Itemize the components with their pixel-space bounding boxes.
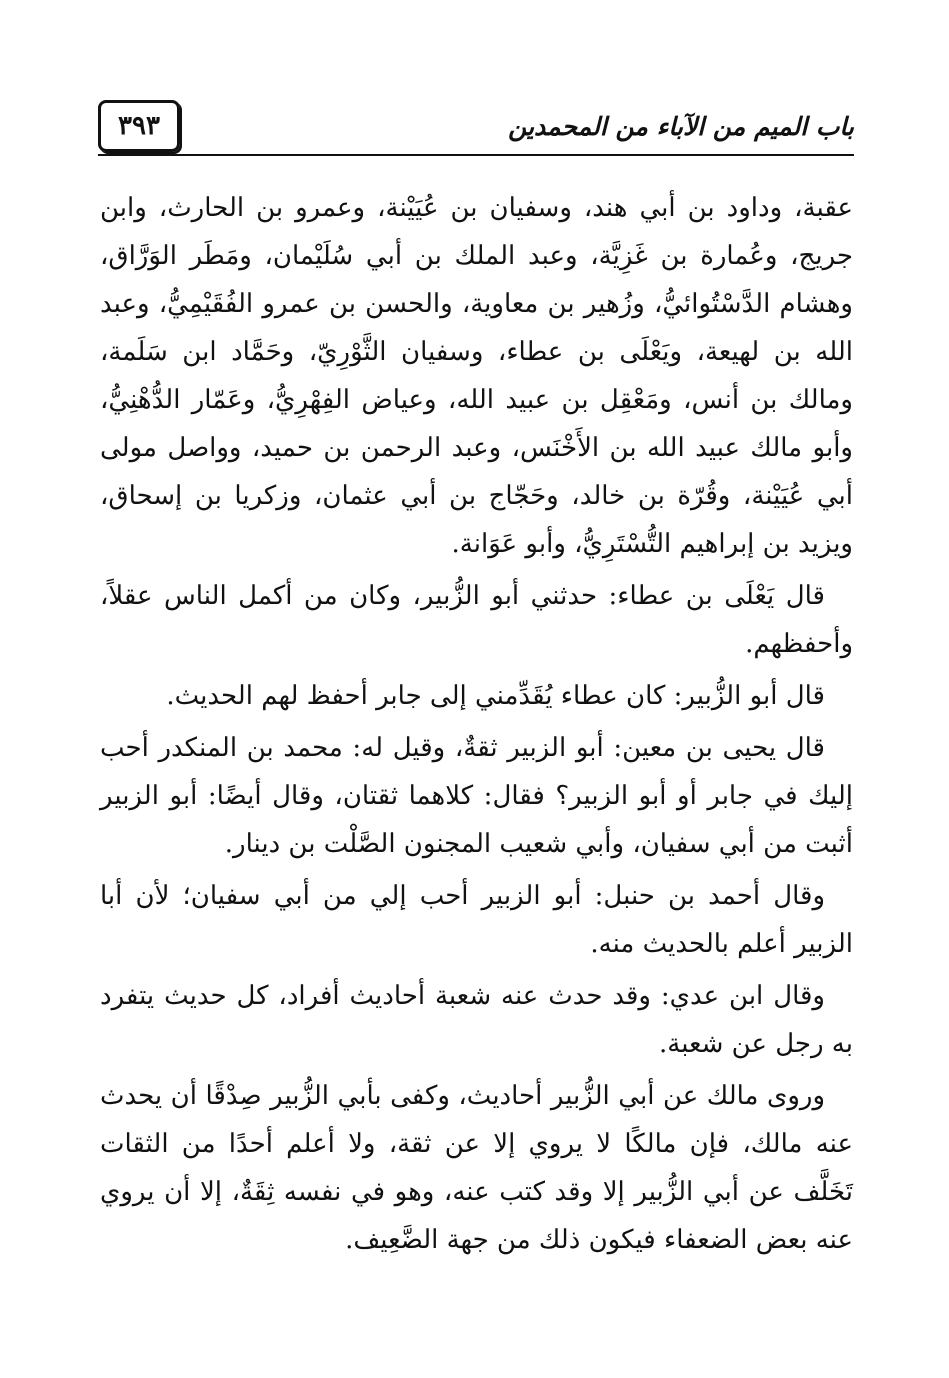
page-number: ٣٩٣ bbox=[118, 111, 160, 141]
paragraph-ibn-main: قال يحيى بن معين: أبو الزبير ثقةٌ، وقيل له: محمد بن المنكدر أحب إليك في جابر أو أبو الزبير؟ فقال: كلاهما ثقتان، وقال أيضًا: أبو الزبير أثبت من أبي سفيان، وأبي شعيب المجنون الصَّلْت بن دينار. bbox=[100, 733, 853, 859]
header-divider bbox=[98, 154, 854, 156]
page-header bbox=[98, 100, 854, 156]
paragraph-abu-zubair: قال أبو الزُّبير: كان عطاء يُقَدِّمني إلى جابر أحفظ لهم الحديث. bbox=[166, 681, 825, 711]
paragraph-yala: قال يَعْلَى بن عطاء: حدثني أبو الزُّبير، وكان من أكمل الناس عقلاً، وأحفظهم. bbox=[100, 581, 853, 659]
chapter-title: باب الميم من الآباء من المحمدين bbox=[508, 112, 854, 141]
body-text bbox=[100, 184, 853, 1268]
paragraph-ibn-adi: وقال ابن عدي: وقد حدث عنه شعبة أحاديث أفراد، كل حديث يتفرد به رجل عن شعبة. bbox=[100, 981, 853, 1059]
paragraph-narrators: عقبة، وداود بن أبي هند، وسفيان بن عُيَيْنة، وعمرو بن الحارث، وابن جريج، وعُمارة بن غَزِيَّة، وعبد الملك بن أبي سُلَيْمان، ومَطَر الوَرَّاق، وهشام الدَّسْتُوائيُّ، وزُهير بن معاوية، والحسن بن عمرو الفُقَيْمِيُّ، وعبد الله بن لهيعة، ويَعْلَى بن عطاء، وسفيان الثَّوْرِيّ، وحَمَّاد ابن سَلَمة، ومالك بن أنس، ومَعْقِل بن عبيد الله، وعياض الفِهْرِيُّ، وعَمّار الدُّهْنِيُّ، وأبو مالك عبيد الله بن الأَخْنَس، وعبد الرحمن بن حميد، وواصل مولى أبي عُيَيْنة، وقُرّة بن خالد، وحَجّاج بن أبي عثمان، وزكريا بن إسحاق، ويزيد بن إبراهيم التُّسْتَرِيُّ، وأبو عَوَانة. bbox=[100, 193, 853, 559]
paragraph-ahmad: وقال أحمد بن حنبل: أبو الزبير أحب إلي من أبي سفيان؛ لأن أبا الزبير أعلم بالحديث منه. bbox=[100, 881, 853, 959]
paragraph-malik: وروى مالك عن أبي الزُّبير أحاديث، وكفى بأبي الزُّبير صِدْقًا أن يحدث عنه مالك، فإن مالكًا لا يروي إلا عن ثقة، ولا أعلم أحدًا من الثقات تَخَلَّف عن أبي الزُّبير إلا وقد كتب عنه، وهو في نفسه ثِقَةٌ، إلا أن يروي عنه بعض الضعفاء فيكون ذلك من جهة الضَّعِيف. bbox=[100, 1081, 853, 1255]
page-number-box bbox=[98, 100, 180, 152]
